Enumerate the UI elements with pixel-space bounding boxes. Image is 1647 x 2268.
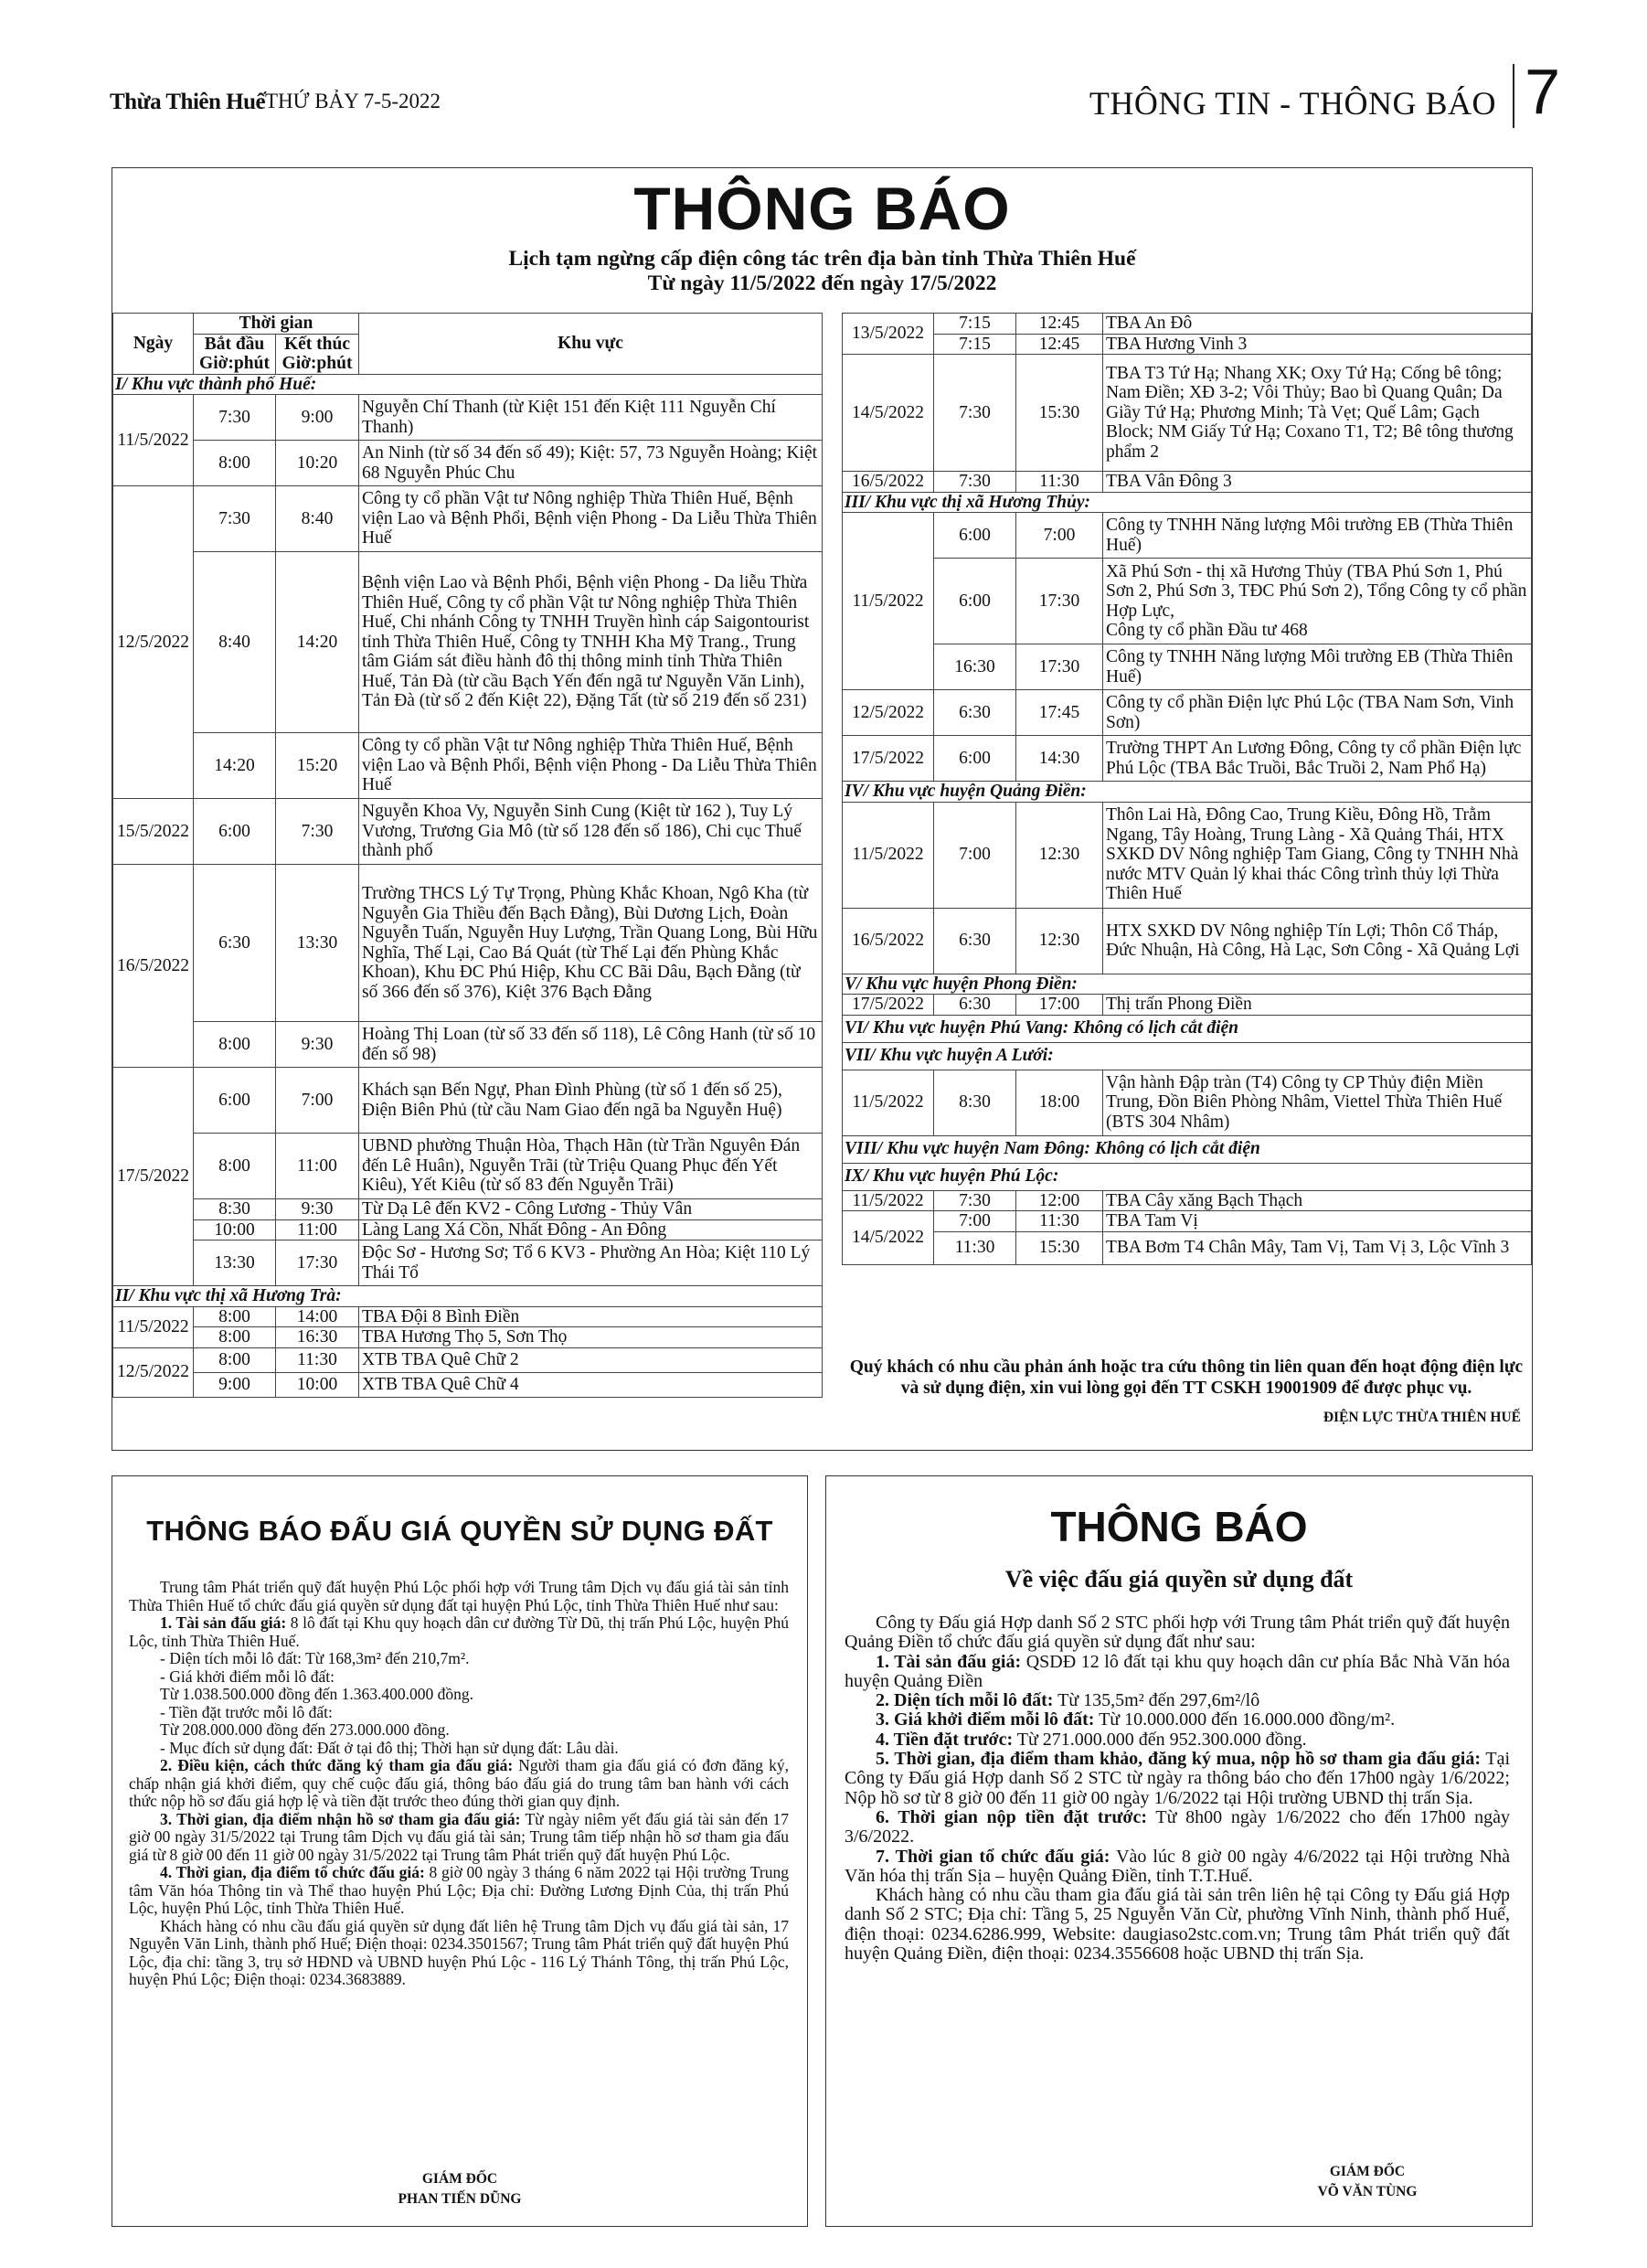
start-time: 8:40 (194, 552, 276, 733)
auction-title: THÔNG BÁO (1050, 1503, 1308, 1550)
end-time: 11:30 (1016, 472, 1103, 493)
start-time: 7:30 (194, 486, 276, 552)
issue-date: THỨ BẢY 7-5-2022 (265, 90, 441, 112)
start-time: 7:15 (934, 334, 1016, 355)
end-time: 7:00 (276, 1068, 359, 1134)
signer-role: GIÁM ĐỐC (421, 2171, 498, 2187)
row-date: 11/5/2022 (843, 513, 934, 690)
area: Nguyễn Chí Thanh (từ Kiệt 151 đến Kiệt 111 Nguyễn Chí Thanh) (359, 395, 823, 441)
power-outage-notice (112, 167, 1533, 1451)
end-time: 7:30 (276, 799, 359, 865)
table-row (843, 802, 1532, 908)
paragraph (845, 1847, 1510, 1887)
table-row (843, 690, 1532, 736)
end-time: 17:30 (276, 1240, 359, 1286)
area: XTB TBA Quê Chữ 4 (359, 1372, 823, 1397)
start-time: 7:30 (194, 395, 276, 441)
header-divider (1513, 64, 1514, 128)
table-row (113, 1372, 823, 1397)
end-time: 15:30 (1016, 355, 1103, 472)
area: Bệnh viện Lao và Bệnh Phổi, Bệnh viện Phong - Da liễu Thừa Thiên Huế, Công ty cổ phần Vật tư Nông nghiệp Thừa Thiên Huế, Chi nhánh Công ty TNHH Truyền hình cáp Saigontourist tỉnh Thừa Thiên Huế, Công ty TNHH Kha Mỹ Trang., Trung tâm Giám sát điều hành đô thị thông minh tỉnh Thừa Thiên Huế, Tản Đà (từ cầu Bạch Yến đến ngã tư Nguyễn Văn Linh), Tản Đà (từ số 2 đến Kiệt 22), Đặng Tất (từ số 219 đến số 231) (359, 552, 823, 733)
start-time: 16:30 (934, 644, 1016, 690)
paragraph (845, 1653, 1510, 1692)
paragraph: Trung tâm Phát triển quỹ đất huyện Phú Lộc phối hợp với Trung tâm Dịch vụ đấu giá tài sản tỉnh Thừa Thiên Huế tổ chức đấu giá quyền sử dụng đất tại huyện Phú Lộc, tỉnh Thừa Thiên Huế như sau: (129, 1578, 789, 1614)
table-row (843, 908, 1532, 974)
row-date: 11/5/2022 (843, 1190, 934, 1211)
end-time: 9:00 (276, 395, 359, 441)
auction-body (129, 1579, 789, 1989)
row-date: 17/5/2022 (843, 736, 934, 782)
area: Trường THPT An Lương Đông, Công ty cổ phần Điện lực Phú Lộc (TBA Bắc Truồi, Bắc Truồi 2, Nam Phổ Hạ) (1103, 736, 1532, 782)
row-date: 11/5/2022 (843, 802, 934, 908)
paragraph-heading: 3. Thời gian, địa điểm nhận hồ sơ tham gia đấu giá: (160, 1809, 521, 1828)
table-row (843, 314, 1532, 335)
paragraph-heading: 6. Thời gian nộp tiền đặt trước: (876, 1806, 1148, 1827)
table-row (843, 334, 1532, 355)
area-part: Công ty cổ phần Đầu tư 468 (1106, 621, 1308, 640)
table-row (843, 355, 1532, 472)
section-huong-thuy: III/ Khu vực thị xã Hương Thủy: (843, 492, 1532, 513)
table-row (113, 865, 823, 1022)
end-time: 15:30 (1016, 1231, 1103, 1264)
start-time: 8:30 (934, 1070, 1016, 1135)
area: TBA Đội 8 Bình Điền (359, 1306, 823, 1327)
end-time: 12:30 (1016, 908, 1103, 974)
paragraph: - Tiền đặt trước mỗi lô đất: (160, 1702, 333, 1721)
outage-table-right (842, 313, 1532, 1265)
start-time: 6:00 (934, 736, 1016, 782)
table-row (113, 1347, 823, 1372)
area: Độc Sơ - Hương Sơ; Tổ 6 KV3 - Phường An Hòa; Kiệt 110 Lý Thái Tổ (359, 1240, 823, 1286)
contact-note: Quý khách có nhu cầu phản ánh hoặc tra cứu thông tin liên quan đến hoạt động điện lực và sử dụng điện, xin vui lòng gọi đến TT CSKH 19001909 để được phục vụ. (849, 1358, 1524, 1398)
end-time: 10:00 (276, 1372, 359, 1397)
start-time: 7:30 (934, 1190, 1016, 1211)
area: Làng Lang Xá Cồn, Nhất Đông - An Đông (359, 1219, 823, 1240)
paragraph-heading: 3. Giá khởi điểm mỗi lô đất: (876, 1709, 1095, 1730)
section-phong-dien: V/ Khu vực huyện Phong Điền: (843, 974, 1532, 995)
area: TBA Cây xăng Bạch Thạch (1103, 1190, 1532, 1211)
table-row (113, 1306, 823, 1327)
start-time: 6:00 (934, 513, 1016, 559)
land-auction-notice-quang-dien (825, 1475, 1533, 2227)
area: Thôn Lai Hà, Đông Cao, Trung Kiều, Đông Hồ, Trằm Ngang, Tây Hoàng, Trung Làng - Xã Quảng Thái, HTX SXKD DV Nông nghiệp Tam Giang, Công ty TNHH Nhà nước MTV Quản lý khai thác Công trình thủy lợi Thừa Thiên Huế (1103, 802, 1532, 908)
end-time: 10:20 (276, 441, 359, 486)
table-row (843, 559, 1532, 644)
signature-block (112, 2169, 807, 2209)
row-date: 13/5/2022 (843, 314, 934, 355)
paragraph: Khách hàng có nhu cầu đấu giá quyền sử dụng đất liên hệ Trung tâm Dịch vụ đấu giá tài sản, 17 Nguyễn Văn Linh, thành phố Huế; Điện thoại: 0234.3501567; Trung tâm Phát triển quỹ đất huyện Phú Lộc, địa chỉ: tầng 3, trụ sở HĐND và UBND huyện Phú Lộc - 116 Lý Thánh Tông, thị trấn Phú Lộc, huyện Phú Lộc; Điện thoại: 0234.3683889. (129, 1916, 789, 1988)
paragraph: Từ 1.038.500.000 đồng đến 1.363.400.000 đồng. (160, 1685, 473, 1703)
start-time: 6:00 (194, 1068, 276, 1134)
paragraph: - Giá khởi điểm mỗi lô đất: (160, 1666, 335, 1686)
area: Công ty TNHH Năng lượng Môi trường EB (Thừa Thiên Huế) (1103, 644, 1532, 690)
end-time: 12:00 (1016, 1190, 1103, 1211)
area: Vận hành Đập tràn (T4) Công ty CP Thủy điện Miền Trung, Đồn Biên Phòng Nhâm, Viettel Thừa Thiên Huế (BTS 304 Nhâm) (1103, 1070, 1532, 1135)
end-time: 12:45 (1016, 334, 1103, 355)
paragraph-text: Từ 10.000.000 đến 16.000.000 đồng/m². (1094, 1709, 1396, 1730)
paragraph: Từ 208.000.000 đồng đến 273.000.000 đồng. (160, 1720, 450, 1739)
header-end: Kết thúc Giờ:phút (276, 334, 359, 374)
paragraph-text: Vào lúc 8 giờ 00 ngày 4/6/2022 tại Hội trường Nhà Văn hóa thị trấn Sịa – huyện Quảng Điền, tỉnh T.T.Huế. (845, 1846, 1510, 1886)
area: Công ty cổ phần Vật tư Nông nghiệp Thừa Thiên Huế, Bệnh viện Lao và Bệnh Phổi, Bệnh viện Phong - Da Liễu Thừa Thiên Huế (359, 733, 823, 799)
signer-role: GIÁM ĐỐC (1329, 2164, 1406, 2179)
paragraph-heading: 4. Thời gian, địa điểm tổ chức đấu giá: (160, 1863, 425, 1881)
start-time: 8:00 (194, 1022, 276, 1068)
table-row (843, 1190, 1532, 1211)
start-time: 13:30 (194, 1240, 276, 1286)
start-time: 11:30 (934, 1231, 1016, 1264)
paragraph: - Diện tích mỗi lô đất: Từ 168,3m² đến 210,7m². (160, 1649, 470, 1667)
area-part: Xã Phú Sơn - thị xã Hương Thủy (TBA Phú Sơn 1, Phú Sơn 2, Phú Sơn 3, TĐC Phú Sơn 2), Tổng Công ty cổ phần Hợp Lực, (1106, 561, 1527, 621)
notice-title: THÔNG BÁO (633, 175, 1011, 242)
notice-subtitle: Lịch tạm ngừng cấp điện công tác trên địa bàn tỉnh Thừa Thiên Huế (508, 247, 1136, 271)
end-time: 17:45 (1016, 690, 1103, 736)
end-time: 15:20 (276, 733, 359, 799)
table-row (843, 1211, 1532, 1232)
start-time: 8:00 (194, 1134, 276, 1199)
paragraph-heading: 4. Tiền đặt trước: (876, 1729, 1014, 1750)
section-hue-city: I/ Khu vực thành phố Huế: (113, 374, 823, 395)
start-time: 6:00 (934, 559, 1016, 644)
area: HTX SXKD DV Nông nghiệp Tín Lợi; Thôn Cổ Tháp, Đức Nhuận, Hà Công, Hà Lạc, Sơn Công - Xã Quảng Lợi (1103, 908, 1532, 974)
paragraph-text: 8 lô đất tại Khu quy hoạch dân cư đường Từ Dũ, thị trấn Phú Lộc, huyện Phú Lộc, tỉnh Thừa Thiên Huế. (129, 1613, 789, 1650)
paragraph: Khách hàng có nhu cầu tham gia đấu giá tài sản trên liên hệ tại Công ty Đấu giá Hợp danh Số 2 STC; Địa chỉ: Tầng 5, 25 Nguyễn Văn Cừ, phường Vĩnh Ninh, thành phố Huế, điện thoại: 0234.6286.999, Website: daugiaso2stc.com.vn; Trung tâm Phát triển quỹ đất huyện Quảng Điền, điện thoại: 0234.3556608 hoặc UBND thị trấn Sịa. (845, 1885, 1510, 1965)
end-time: 12:45 (1016, 314, 1103, 335)
paragraph-text: Từ 8h00 ngày 1/6/2022 cho đến 17h00 ngày 3/6/2022. (845, 1806, 1510, 1847)
end-time: 17:30 (1016, 559, 1103, 644)
end-time: 11:00 (276, 1134, 359, 1199)
row-date: 17/5/2022 (843, 995, 934, 1016)
end-time: 16:30 (276, 1327, 359, 1348)
row-date: 17/5/2022 (113, 1068, 194, 1286)
page-number: 7 (1525, 56, 1560, 127)
paragraph-heading: 1. Tài sản đấu giá: (876, 1651, 1022, 1672)
table-row (113, 1240, 823, 1286)
section-a-luoi: VII/ Khu vực huyện A Lưới: (843, 1042, 1532, 1070)
paragraph (129, 1757, 789, 1811)
table-row (113, 1022, 823, 1068)
table-row (113, 1219, 823, 1240)
table-row (113, 552, 823, 733)
paragraph (129, 1614, 789, 1650)
end-time: 11:30 (276, 1347, 359, 1372)
end-time: 9:30 (276, 1022, 359, 1068)
row-date: 16/5/2022 (113, 865, 194, 1068)
table-row (843, 1231, 1532, 1264)
end-time: 9:30 (276, 1199, 359, 1220)
paragraph (845, 1730, 1510, 1750)
end-time: 14:30 (1016, 736, 1103, 782)
paragraph-heading: 1. Tài sản đấu giá: (160, 1613, 287, 1632)
area: Khách sạn Bến Ngự, Phan Đình Phùng (từ số 1 đến số 25), Điện Biên Phủ (từ cầu Nam Giao đến ngã ba Nguyễn Huệ) (359, 1068, 823, 1134)
row-date: 15/5/2022 (113, 799, 194, 865)
area: An Ninh (từ số 34 đến số 49); Kiệt: 57, 73 Nguyễn Hoàng; Kiệt 68 Nguyễn Phúc Chu (359, 441, 823, 486)
table-row (843, 995, 1532, 1016)
row-date: 11/5/2022 (113, 395, 194, 486)
area: Công ty cổ phần Vật tư Nông nghiệp Thừa Thiên Huế, Bệnh viện Lao và Bệnh Phổi, Bệnh viện Phong - Da Liễu Thừa Thiên Huế (359, 486, 823, 552)
signer-name: VÕ VĂN TÙNG (1317, 2184, 1418, 2199)
paragraph (845, 1808, 1510, 1847)
paragraph-text: Người tham gia đấu giá có đơn đăng ký, chấp nhận giá khởi điểm, quy chế cuộc đấu giá, thông báo đấu giá do trung tâm ban hành với cách thức nộp hồ sơ đấu giá hợp lệ và tiền đặt trước theo đúng thời gian quy định. (129, 1756, 789, 1810)
paragraph (845, 1750, 1510, 1808)
auction-subtitle: Về việc đấu giá quyền sử dụng đất (1004, 1566, 1354, 1592)
paragraph (845, 1710, 1510, 1730)
start-time: 7:30 (934, 472, 1016, 493)
paragraph-heading: 2. Diện tích mỗi lô đất: (876, 1690, 1054, 1711)
outage-table-left (112, 313, 823, 1398)
start-time: 9:00 (194, 1372, 276, 1397)
area: TBA Tam Vị (1103, 1211, 1532, 1232)
start-time: 8:00 (194, 1306, 276, 1327)
table-row (843, 736, 1532, 782)
section-quang-dien: IV/ Khu vực huyện Quảng Điền: (843, 782, 1532, 803)
header-time: Thời gian (194, 314, 359, 335)
area: TBA Hương Thọ 5, Sơn Thọ (359, 1327, 823, 1348)
table-row (113, 1327, 823, 1348)
notice-signer: ĐIỆN LỰC THỪA THIÊN HUẾ (1323, 1410, 1521, 1425)
paragraph: Công ty Đấu giá Hợp danh Số 2 STC phối hợp với Trung tâm Phát triển quỹ đất huyện Quảng Điền tổ chức đấu giá quyền sử dụng đất như sau: (845, 1613, 1510, 1653)
end-time: 11:00 (276, 1219, 359, 1240)
paragraph-heading: 5. Thời gian, địa điểm tham khảo, đăng ký mua, nộp hồ sơ tham gia đấu giá: (876, 1749, 1482, 1770)
area: Công ty cổ phần Điện lực Phú Lộc (TBA Nam Sơn, Vinh Sơn) (1103, 690, 1532, 736)
table-row (113, 395, 823, 441)
end-time: 7:00 (1016, 513, 1103, 559)
section-nam-dong: VIII/ Khu vực huyện Nam Đông: Không có lịch cắt điện (843, 1135, 1532, 1163)
table-row (113, 1068, 823, 1134)
section-title: THÔNG TIN - THÔNG BÁO (1089, 85, 1496, 122)
newspaper-name: Thừa Thiên Huế (110, 90, 266, 114)
row-date: 11/5/2022 (113, 1306, 194, 1347)
end-time: 13:30 (276, 865, 359, 1022)
table-row (113, 1134, 823, 1199)
paragraph-text: Từ 135,5m² đến 297,6m²/lô (1053, 1690, 1260, 1711)
area: Trường THCS Lý Tự Trọng, Phùng Khắc Khoan, Ngô Kha (từ Nguyễn Gia Thiều đến Bạch Đằng), Bùi Dương Lịch, Đoàn Nguyễn Tuấn, Nguyễn Huy Lượng, Trần Quang Long, Bùi Hữu Nghĩa, Thế Lại, Cao Bá Quát (từ Thế Lại đến Phùng Khắc Khoan), Khu ĐC Phú Hiệp, Khu CC Bãi Dâu, Bạch Đằng (từ số 366 đến số 376), Kiệt 376 Bạch Đằng (359, 865, 823, 1022)
table-row (843, 472, 1532, 493)
start-time: 6:00 (194, 799, 276, 865)
table-row (113, 486, 823, 552)
area: Hoàng Thị Loan (từ số 33 đến số 118), Lê Công Hanh (từ số 10 đến số 98) (359, 1022, 823, 1068)
area: Thị trấn Phong Điền (1103, 995, 1532, 1016)
paragraph-text: 8 giờ 00 ngày 3 tháng 6 năm 2022 tại Hội trường Trung tâm Văn hóa Thông tin và Thể thao huyện Phú Lộc; Địa chỉ: Đường Lương Định Của, thị trấn Phú Lộc, huyện Phú Lộc, tỉnh Thừa Thiên Huế. (129, 1863, 789, 1917)
paragraph-heading: 2. Điều kiện, cách thức đăng ký tham gia đấu giá: (160, 1756, 514, 1774)
area: XTB TBA Quê Chữ 2 (359, 1347, 823, 1372)
start-time: 8:00 (194, 1347, 276, 1372)
row-date: 14/5/2022 (843, 355, 934, 472)
start-time: 8:00 (194, 441, 276, 486)
start-time: 14:20 (194, 733, 276, 799)
paragraph-text: QSDĐ 12 lô đất tại khu quy hoạch dân cư phía Bắc Nhà Văn hóa huyện Quảng Điền (845, 1651, 1511, 1691)
table-row (113, 1199, 823, 1220)
table-row (843, 1070, 1532, 1135)
row-date: 16/5/2022 (843, 908, 934, 974)
signer-name: PHAN TIẾN DŨNG (398, 2191, 522, 2207)
section-phu-vang: VI/ Khu vực huyện Phú Vang: Không có lịch cắt điện (843, 1015, 1532, 1042)
notice-date-range: Từ ngày 11/5/2022 đến ngày 17/5/2022 (647, 272, 997, 295)
paragraph-text: Từ 271.000.000 đến 952.300.000 đồng. (1013, 1729, 1307, 1750)
start-time: 7:15 (934, 314, 1016, 335)
area: TBA Bơm T4 Chân Mây, Tam Vị, Tam Vị 3, Lộc Vĩnh 3 (1103, 1231, 1532, 1264)
start-time: 6:30 (934, 908, 1016, 974)
end-time: 17:30 (1016, 644, 1103, 690)
paragraph-heading: 7. Thời gian tổ chức đấu giá: (876, 1846, 1110, 1867)
area: Nguyễn Khoa Vy, Nguyễn Sinh Cung (Kiệt từ 162 ), Tuy Lý Vương, Trương Gia Mô (từ số 128 đến số 186), Chi cục Thuế thành phố (359, 799, 823, 865)
page-header (110, 55, 1560, 127)
land-auction-notice-phu-loc (112, 1475, 808, 2227)
table-row (113, 733, 823, 799)
row-date: 14/5/2022 (843, 1211, 934, 1265)
table-row (843, 513, 1532, 559)
paragraph-text: Tại Công ty Đấu giá Hợp danh Số 2 STC từ ngày ra thông báo cho đến 17h00 ngày 1/6/2022; Nộp hồ sơ từ 8 giờ 00 đến 11 giờ 00 ngày 1/6/2022 tại Hội trường UBND thị trấn Sịa. (845, 1749, 1511, 1808)
end-time: 12:30 (1016, 802, 1103, 908)
section-phu-loc: IX/ Khu vực huyện Phú Lộc: (843, 1163, 1532, 1190)
auction-title: THÔNG BÁO ĐẤU GIÁ QUYỀN SỬ DỤNG ĐẤT (146, 1515, 773, 1547)
end-time: 14:00 (276, 1306, 359, 1327)
end-time: 14:20 (276, 552, 359, 733)
area: TBA An Đô (1103, 314, 1532, 335)
row-date: 12/5/2022 (843, 690, 934, 736)
section-huong-tra: II/ Khu vực thị xã Hương Trà: (113, 1286, 823, 1307)
start-time: 7:00 (934, 802, 1016, 908)
table-row (113, 441, 823, 486)
table-row (843, 644, 1532, 690)
area: TBA Hương Vinh 3 (1103, 334, 1532, 355)
start-time: 6:30 (194, 865, 276, 1022)
auction-body (845, 1613, 1510, 1964)
row-date: 12/5/2022 (113, 1347, 194, 1397)
header-day: Ngày (113, 314, 194, 375)
header-area: Khu vực (359, 314, 823, 375)
start-time: 7:00 (934, 1211, 1016, 1232)
row-date: 12/5/2022 (113, 486, 194, 799)
paragraph (845, 1691, 1510, 1710)
start-time: 6:30 (934, 995, 1016, 1016)
end-time: 18:00 (1016, 1070, 1103, 1135)
end-time: 11:30 (1016, 1211, 1103, 1232)
area (1103, 559, 1532, 644)
start-time: 8:30 (194, 1199, 276, 1220)
area: Từ Dạ Lê đến KV2 - Công Lương - Thủy Vân (359, 1199, 823, 1220)
start-time: 10:00 (194, 1219, 276, 1240)
end-time: 17:00 (1016, 995, 1103, 1016)
start-time: 8:00 (194, 1327, 276, 1348)
start-time: 6:30 (934, 690, 1016, 736)
row-date: 16/5/2022 (843, 472, 934, 493)
signature-block (1276, 2162, 1459, 2202)
area: Công ty TNHH Năng lượng Môi trường EB (Thừa Thiên Huế) (1103, 513, 1532, 559)
end-time: 8:40 (276, 486, 359, 552)
row-date: 11/5/2022 (843, 1070, 934, 1135)
table-row (113, 799, 823, 865)
paragraph (129, 1864, 789, 1918)
header-start: Bắt đầu Giờ:phút (194, 334, 276, 374)
paragraph-text: Từ ngày niêm yết đấu giá tài sản đến 17 giờ 00 ngày 31/5/2022 tại Trung tâm Dịch vụ đấu giá tài sản; Trung tâm tiếp nhận hồ sơ tham gia đấu giá từ 8 giờ 00 đến 11 giờ 00 ngày 31/5/2022 tại Trung tâm Phát triển quỹ đất huyện Phú Lộc. (129, 1809, 789, 1864)
area: TBA T3 Tứ Hạ; Nhang XK; Oxy Tứ Hạ; Cống bê tông; Nam Điền; XĐ 3-2; Vôi Thủy; Bao bì Quang Quân; Da Giầy Tứ Hạ; Phương Minh; Tà Vẹt; Quế Lâm; Gạch Block; NM Giấy Tứ Hạ; Coxano T1, T2; Bê tông thương phẩm 2 (1103, 355, 1532, 472)
paragraph: - Mục đích sử dụng đất: Đất ở tại đô thị; Thời hạn sử dụng đất: Lâu dài. (160, 1738, 619, 1757)
area: TBA Vân Đông 3 (1103, 472, 1532, 493)
start-time: 7:30 (934, 355, 1016, 472)
area: UBND phường Thuận Hòa, Thạch Hãn (từ Trần Nguyên Đán đến Lê Huân), Nguyễn Trãi (từ Triệu Quang Phục đến Yết Kiêu), Yết Kiêu (từ số 83 đến Nguyễn Trãi) (359, 1134, 823, 1199)
paragraph (129, 1811, 789, 1865)
